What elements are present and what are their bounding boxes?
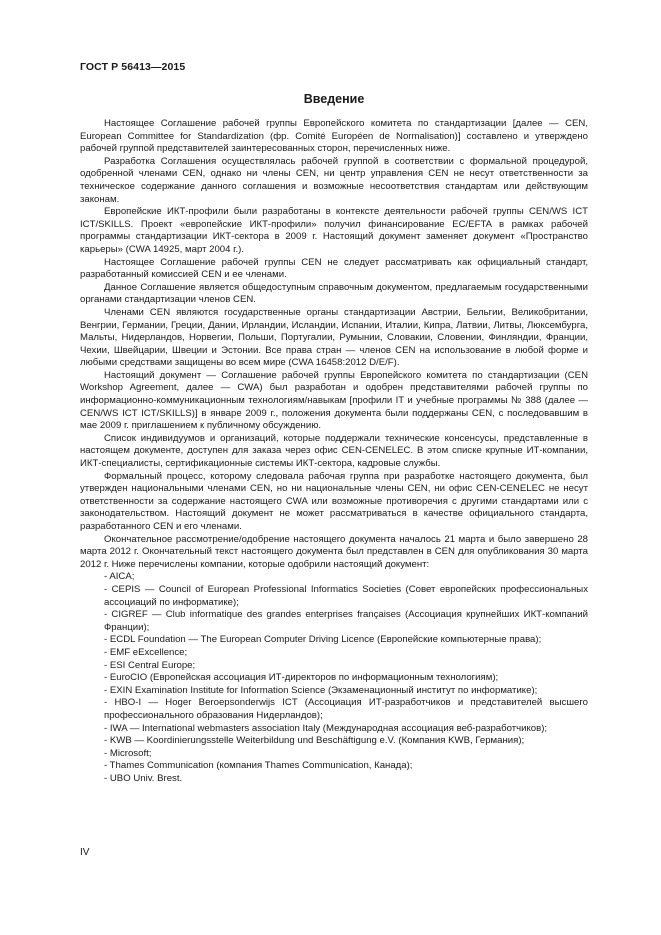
- list-item: - UBO Univ. Brest.: [104, 772, 183, 784]
- list-item: - AICA;: [104, 571, 135, 583]
- paragraph: Членами CEN являются государственные органы стандартизации Австрии, Бельгии, Великобритании, Венгрии, Германии, Греции, Дании, Ирландии, Исландии, Испании, Италии, Кипра, Латвии, Литвы, Люксембурга, Мальты, Нидерландов, Норвегии, Польши, Португалии, Румынии, Словакии, Словении, Финляндии, Франции, Чехии, Швейцарии, Швеции и Эстонии. Все права стран — членов CEN на использование в любой форме и любыми средствами защищены во всем мире (CWA 16458:2012 D/E/F).: [80, 306, 588, 369]
- list-item: - HBO-I — Hoger Beroepsonderwijs ICT (Ассоциация ИТ-разработчиков и представителей высшего профессионального образования Нидерландов);: [104, 697, 588, 721]
- list-item: - EMF eExcellence;: [104, 646, 188, 658]
- document-body: [80, 118, 588, 785]
- paragraph: Окончательное рассмотрение/одобрение настоящего документа началось 21 марта и было завершено 28 марта 2012 г. Окончательный текст настоящего документа был представлен в CEN для опубликования 30 марта 2012 г. Ниже перечислены компании, которые одобрили настоящий документ:: [80, 533, 588, 570]
- page-number: IV: [80, 847, 90, 858]
- list-item: - ESI Central Europe;: [104, 659, 196, 671]
- list-item: - ECDL Foundation — The European Computer Driving Licence (Европейские компьютерные права);: [104, 634, 542, 646]
- list-item: - Thames Communication (компания Thames Communication, Канада);: [104, 760, 413, 772]
- list-item: - EuroCIO (Европейская ассоциация ИТ-директоров по информационным технологиям);: [104, 672, 499, 684]
- paragraph: Настоящее Соглашение рабочей группы Европейского комитета по стандартизации [далее — CEN, European Committee for Standardization (фр. Comité Européen de Normalisation)] составлено и утверждено рабочей группой представителей заинтересованных сторон, перечисленных ниже.: [80, 118, 588, 155]
- list-item: - Microsoft;: [104, 747, 152, 759]
- document-code: ГОСТ Р 56413—2015: [80, 61, 186, 73]
- paragraph: Настоящий документ — Соглашение рабочей группы Европейского комитета по стандартизации (CEN Workshop Agreement, далее — CWA) был разработан и одобрен представителями рабочей группы по информационно-коммуникационным технологиям/навыкам [профили IT и учебные программы № 388 (далее — CEN/WS ICT ICT/SKILLS)] в январе 2009 г., положения документа были поддержаны CEN, с последовавшим в мае 2009 г. приглашением к публичному обсуждению.: [80, 369, 588, 432]
- paragraph: Настоящее Соглашение рабочей группы CEN не следует рассматривать как официальный стандарт, разработанный комиссией CEN и ее членами.: [80, 256, 588, 281]
- list-item: - CEPIS — Council of European Professional Informatics Societies (Совет европейских профессиональных ассоциаций по информатике);: [104, 583, 588, 608]
- paragraph: Европейские ИКТ-профили были разработаны в контексте деятельности рабочей группы CEN/WS ICT ICT/SKILLS. Проект «европейские ИКТ-профили» получил финансирование EC/EFTA в рамках рабочей программы стандартизации ИКТ-сектора в 2009 г. Настоящий документ заменяет документ «Пространство карьеры» (CWA 14925, март 2004 г.).: [80, 206, 588, 255]
- paragraph: Формальный процесс, которому следовала рабочая группа при разработке настоящего документа, был утвержден национальными членами CEN, но ни национальные члены CEN, ни офис CEN-CENELEC не несут ответственности за содержание настоящего CWA или возможные противоречия с другими стандартами или с законодательством. Настоящий документ не может рассматриваться в качестве официального стандарта, разработанного CEN и его членами.: [80, 470, 588, 532]
- company-list: [80, 571, 588, 785]
- section-title: Введение: [303, 92, 365, 106]
- list-item: - KWB — Koordinierungsstelle Weiterbildung und Beschäftigung e.V. (Компания KWB, Германия);: [104, 735, 525, 747]
- paragraph: Разработка Соглашения осуществлялась рабочей группой в соответствии с формальной процедурой, одобренной членами CEN, однако ни члены CEN, ни центр управления CEN не несут ответственности за техническое содержание данного соглашения и возможные несоответствия стандартам или действующим законам.: [80, 155, 588, 205]
- paragraph: Данное Соглашение является общедоступным справочным документом, предлагаемым государственными органами стандартизации членов CEN.: [80, 281, 588, 306]
- paragraph: Список индивидуумов и организаций, которые поддержали технические консенсусы, представленные в настоящем документе, доступен для заказа через офис CEN-CENELEC. В этом списке крупные ИТ-компании, ИКТ-специалисты, сертификационные системы ИКТ-сектора, кадровые службы.: [80, 432, 588, 470]
- list-item: - EXIN Examination Institute for Information Science (Экзаменационный институт по информатике);: [104, 684, 538, 696]
- list-item: - CIGREF — Club informatique des grandes enterprises françaises (Ассоциация крупнейших ИКТ-компаний Франции);: [104, 609, 588, 633]
- list-item: - IWA — International webmasters association Italy (Международная ассоциация веб-разработчиков);: [104, 722, 548, 734]
